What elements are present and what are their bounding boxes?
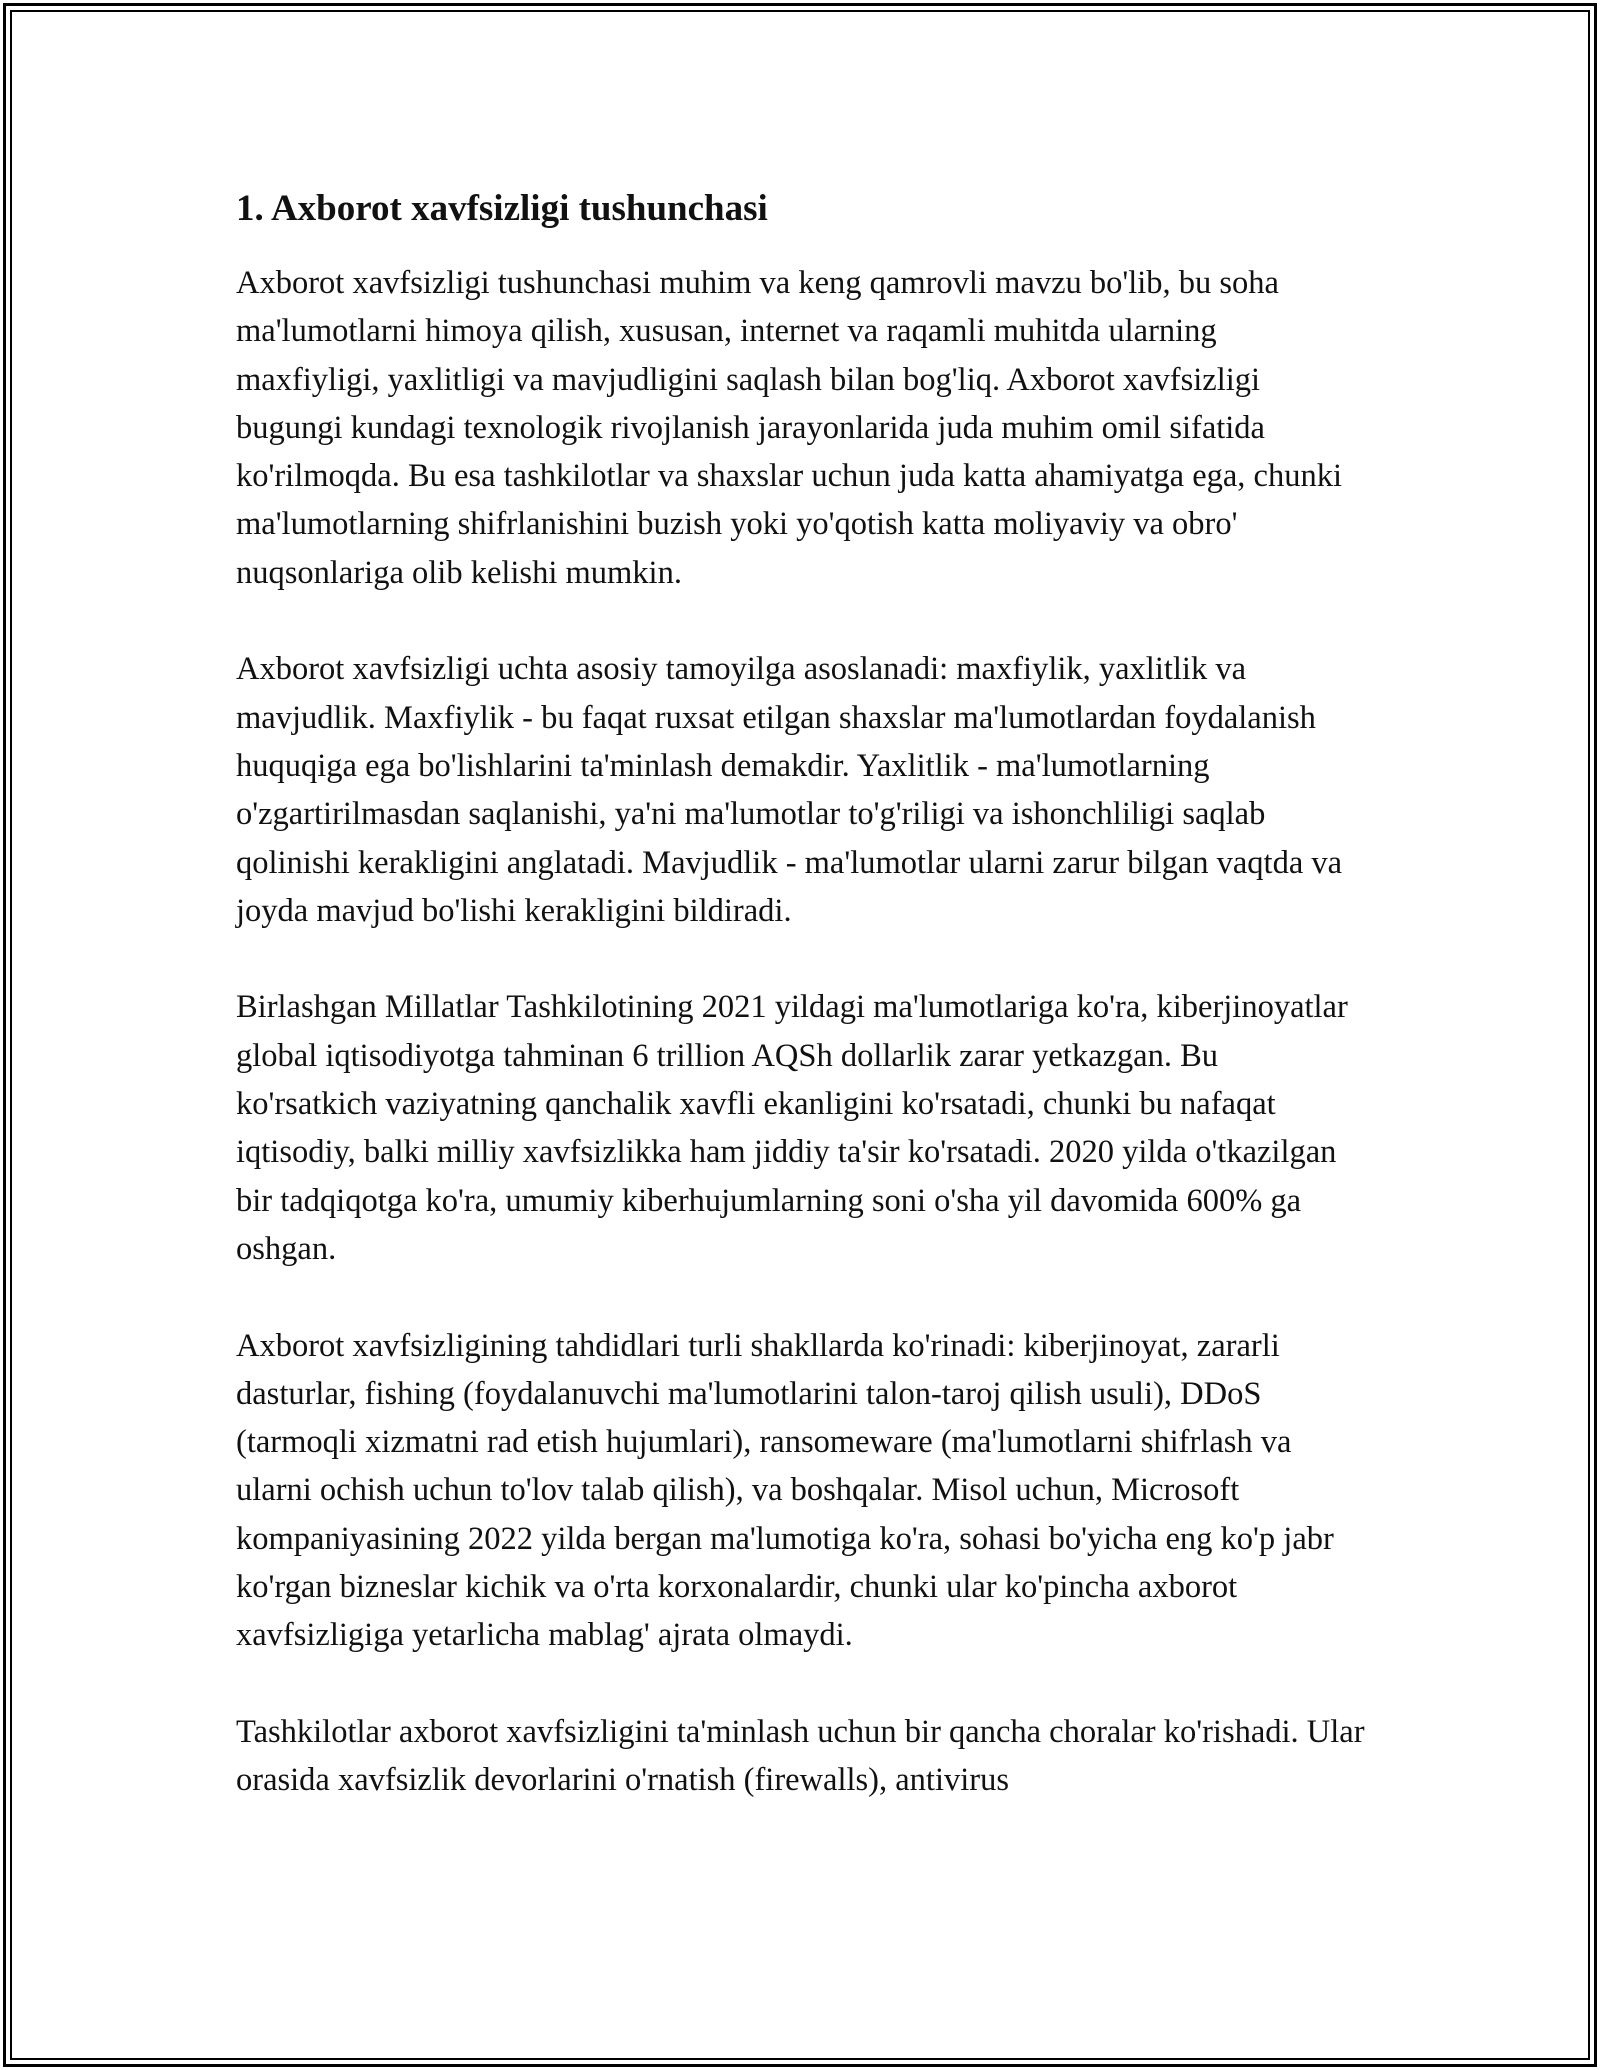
section-heading: 1. Axborot xavfsizligi tushunchasi bbox=[236, 188, 768, 229]
paragraph-definition: Axborot xavfsizligi tushunchasi muhim va keng qamrovli mavzu bo'lib, bu soha ma'lumotlarni himoya qilish, xususan, internet va raqamli muhitda ularning maxfiyligi, yaxlitligi va mavjudligini saqlash bilan bog'liq. Axborot xavfsizligi bugungi kundagi texnologik rivojlanish jarayonlarida juda muhim omil sifatida ko'rilmoqda. Bu esa tashkilotlar va shaxslar uchun juda katta ahamiyatga ega, chunki ma'lumotlarning shifrlanishini buzish yoki yo'qotish katta moliyaviy va obro' nuqsonlariga olib kelishi mumkin. bbox=[236, 265, 1343, 591]
paragraph-threats: Axborot xavfsizligining tahdidlari turli shakllarda ko'rinadi: kiberjinoyat, zararli dasturlar, fishing (foydalanuvchi ma'lumotlarini talon-taroj qilish usuli), DDoS (tarmoqli xizmatni rad etish hujumlari), ransomeware (ma'lumotlarni shifrlash va ularni ochish uchun to'lov talab qilish), va boshqalar. Misol uchun, Microsoft kompaniyasining 2022 yilda bergan ma'lumotiga ko'ra, sohasi bo'yicha eng ko'p jabr ko'rgan bizneslar kichik va o'rta korxonalardir, chunki ular ko'pincha axborot xavfsizligiga yetarlicha mablag' ajrata olmaydi. bbox=[236, 1327, 1334, 1654]
paragraph-measures: Tashkilotlar axborot xavfsizligini ta'minlash uchun bir qancha choralar ko'rishadi. Ular orasida xavfsizlik devorlarini o'rnatish (firewalls), antivirus bbox=[236, 1713, 1365, 1799]
document-body bbox=[236, 185, 1366, 1805]
paragraph-principles: Axborot xavfsizligi uchta asosiy tamoyilga asoslanadi: maxfiylik, yaxlitlik va mavjudlik. Maxfiylik - bu faqat ruxsat etilgan shaxslar ma'lumotlardan foydalanish huquqiga ega bo'lishlarini ta'minlash demakdir. Yaxlitlik - ma'lumotlarning o'zgartirilmasdan saqlanishi, ya'ni ma'lumotlar to'g'riligi va ishonchliligi saqlab qolinishi kerakligini anglatadi. Mavjudlik - ma'lumotlar ularni zarur bilgan vaqtda va joyda mavjud bo'lishi kerakligini bildiradi. bbox=[236, 651, 1343, 929]
paragraph-statistics: Birlashgan Millatlar Tashkilotining 2021 yildagi ma'lumotlariga ko'ra, kiberjinoyatlar global iqtisodiyotga tahminan 6 trillion AQSh dollarlik zarar yetkazgan. Bu ko'rsatkich vaziyatning qanchalik xavfli ekanligini ko'rsatadi, chunki bu nafaqat iqtisodiy, balki milliy xavfsizlikka ham jiddiy ta'sir ko'rsatadi. 2020 yilda o'tkazilgan bir tadqiqotga ko'ra, umumiy kiberhujumlarning soni o'sha yil davomida 600% ga oshgan. bbox=[236, 989, 1348, 1267]
